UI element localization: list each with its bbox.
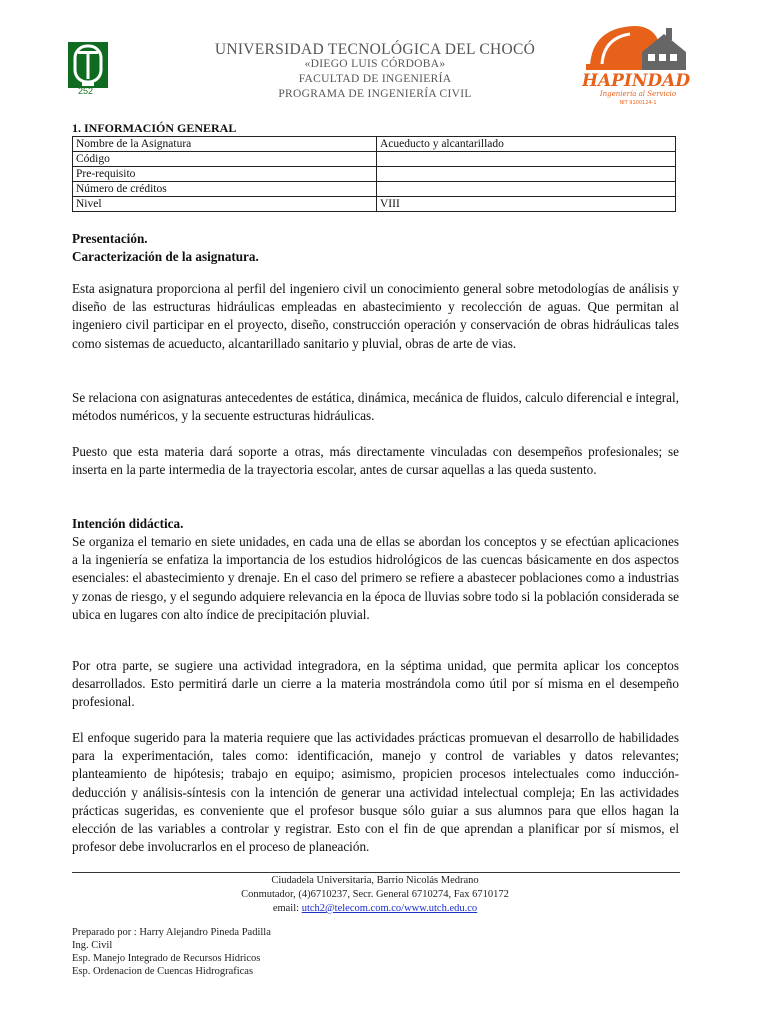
table-row xyxy=(73,167,676,182)
table-row xyxy=(73,197,676,212)
footer-phones: Conmutador, (4)6710237, Secr. General 6710274, Fax 6710172 xyxy=(241,889,509,900)
table-cell-label: Nivel xyxy=(73,197,377,212)
table-cell-label: Código xyxy=(73,152,377,167)
footer-email xyxy=(150,902,600,916)
document-header xyxy=(150,42,600,102)
logo-number: 252 xyxy=(78,86,94,96)
faculty-name: FACULTAD DE INGENIERÍA xyxy=(298,73,452,85)
footer-divider xyxy=(72,872,680,873)
prepared-line: Ing. Civil xyxy=(72,940,113,951)
paragraph-3: Puesto que esta materia dará soporte a otras, más directamente vinculadas con desempeños profesionales; se inserta en la parte intermedia de la trayectoria escolar, antes de cursar aquellas a las queda sustento. xyxy=(72,444,679,478)
prepared-by xyxy=(72,926,271,978)
table-cell-label: Pre-requisito xyxy=(73,167,377,182)
table-cell-label: Nombre de la Asignatura xyxy=(73,137,377,152)
footer-address: Ciudadela Universitaria, Barrio Nicolás Medrano xyxy=(271,875,479,886)
table-cell-value: Acueducto y alcantarillado xyxy=(377,137,676,152)
prepared-line: Esp. Ordenacion de Cuencas Hidrograficas xyxy=(72,966,254,977)
table-cell-value xyxy=(377,167,676,182)
logo-tagline: Ingeniería al Servicio xyxy=(599,90,677,98)
general-info-table xyxy=(72,136,676,212)
university-logo xyxy=(68,42,108,98)
university-name: UNIVERSIDAD TECNOLÓGICA DEL CHOCÓ xyxy=(214,41,536,58)
company-logo xyxy=(582,20,692,110)
paragraph-1: Esta asignatura proporciona al perfil del ingeniero civil un conocimiento general sobre metodologías de análisis y diseño de las estructuras hidráulicas empleadas en abastecimiento y recolección de aguas. Que permitan al ingeniero civil participar en el proyecto, diseño, construcción operación y conservación de obras hidráulicas tales como sistemas de acueducto, alcantarillado sanitario y pluvial, obras de arte de vias. xyxy=(72,281,679,351)
presentation-heading: Presentación. Caracterización de la asignatura. xyxy=(72,230,679,266)
prepared-line: Esp. Manejo Integrado de Recursos Hidricos xyxy=(72,953,261,964)
hardhat-house-icon xyxy=(582,20,692,110)
table-row xyxy=(73,137,676,152)
didactic-heading: Intención didáctica. xyxy=(72,516,184,531)
utch-emblem-icon xyxy=(68,42,108,88)
paragraph-5: Por otra parte, se sugiere una actividad integradora, en la séptima unidad, que permita aplicar los conceptos desarrollados. Esto permitirá darle un cierre a la materia mostrándola como útil por sí misma en el desempeño profesional. xyxy=(72,658,679,710)
paragraph-2: Se relaciona con asignaturas antecedentes de estática, dinámica, mecánica de fluidos, calculo diferencial e integral, métodos numéricos, y la secuente estructuras hidráulicas. xyxy=(72,390,679,424)
prepared-line: Preparado por : Harry Alejandro Pineda Padilla xyxy=(72,927,271,938)
table-cell-value xyxy=(377,152,676,167)
table-row xyxy=(73,182,676,197)
logo-nit: NIT 9100124-1 xyxy=(619,100,657,106)
characterization-heading: Caracterización de la asignatura. xyxy=(72,249,259,265)
table-row xyxy=(73,152,676,167)
paragraph-4: Se organiza el temario en siete unidades, en cada una de ellas se abordan los conceptos y se efectúan aplicaciones a la ingeniería se enfatiza la importancia de los estudios hidrológicos de las cuencas básicamente en dos aspectos esenciales: el abastecimiento y drenaje. En el caso del primero se refiere a abastecer poblaciones como a industrias y zonas de riesgo, y el segundo adquiere relevancia en la época de lluvias sobre todo si la población considerada se ubica en lugares con alto índice de precipitación pluvial. xyxy=(72,534,679,622)
email-label: email: xyxy=(272,903,300,914)
section-title: 1. INFORMACIÓN GENERAL xyxy=(72,121,237,135)
table-cell-value xyxy=(377,182,676,197)
logo-brand-name: HAPINDAD xyxy=(582,71,691,91)
table-cell-label: Número de créditos xyxy=(73,182,377,197)
email-link[interactable]: utch2@telecom.com.co/www.utch.edu.co xyxy=(301,903,478,914)
program-name: PROGRAMA DE INGENIERÍA CIVIL xyxy=(278,88,472,100)
table-cell-value: VIII xyxy=(377,197,676,212)
university-subtitle: «DIEGO LUIS CÓRDOBA» xyxy=(304,58,446,70)
paragraph-6: El enfoque sugerido para la materia requiere que las actividades prácticas promuevan el desarrollo de habilidades para la experimentación, tales como: identificación, manejo y control de variables y datos relevantes; planteamiento de hipótesis; trabajo en equipo; asimismo, propicien procesos intelectuales como inducción-deducción y análisis-síntesis con la intención de generar una actividad intelectual compleja; En las actividades prácticas sugeridas, es conveniente que el profesor busque sólo guiar a sus alumnos para que ellos hagan la elección de las variables a controlar y registrar. Esto con el fin de que aprendan a planificar por sí mismos, el profesor debe involucrarlos en el proceso de planeación. xyxy=(72,730,679,855)
page-footer xyxy=(150,874,600,916)
